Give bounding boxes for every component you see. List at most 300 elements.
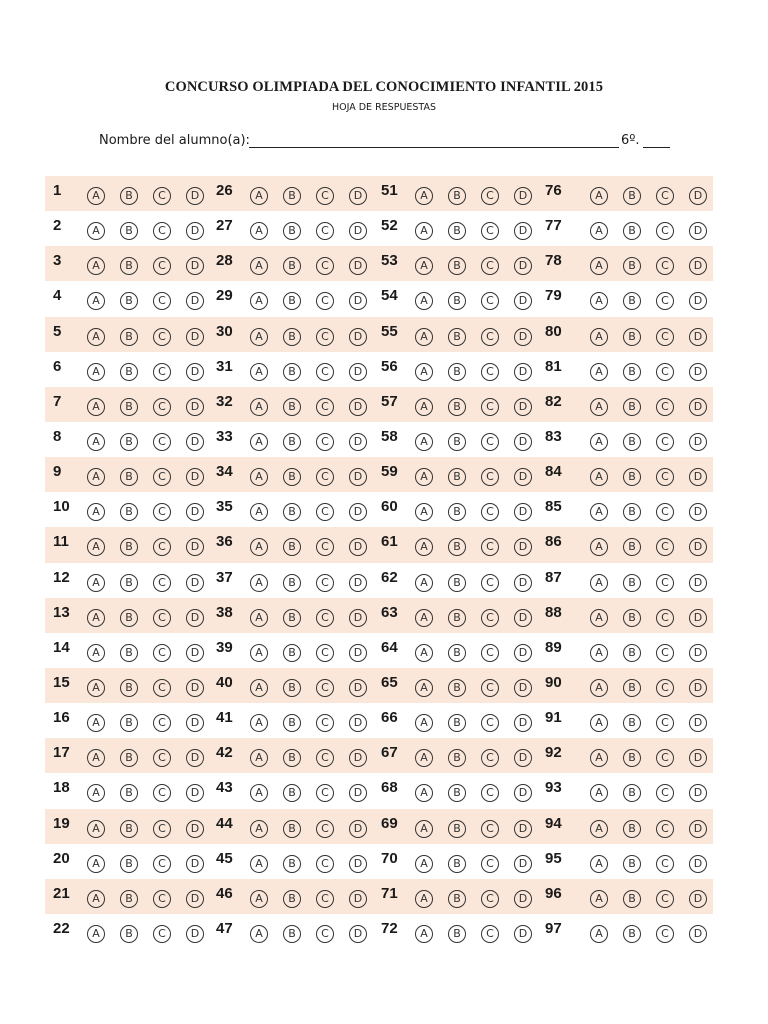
answer-bubble-b[interactable]: B bbox=[448, 257, 466, 275]
answer-bubble-c[interactable]: C bbox=[153, 784, 171, 802]
answer-bubble-a[interactable]: A bbox=[590, 222, 608, 240]
answer-bubble-a[interactable]: A bbox=[590, 328, 608, 346]
answer-bubble-c[interactable]: C bbox=[656, 468, 674, 486]
answer-bubble-d[interactable]: D bbox=[186, 363, 204, 381]
answer-bubble-c[interactable]: C bbox=[656, 890, 674, 908]
answer-bubble-d[interactable]: D bbox=[349, 503, 367, 521]
answer-bubble-d[interactable]: D bbox=[186, 820, 204, 838]
answer-bubble-c[interactable]: C bbox=[316, 820, 334, 838]
answer-bubble-c[interactable]: C bbox=[316, 749, 334, 767]
answer-bubble-b[interactable]: B bbox=[623, 574, 641, 592]
answer-bubble-a[interactable]: A bbox=[250, 714, 268, 732]
answer-bubble-b[interactable]: B bbox=[120, 644, 138, 662]
answer-bubble-d[interactable]: D bbox=[186, 609, 204, 627]
answer-bubble-d[interactable]: D bbox=[689, 855, 707, 873]
answer-bubble-c[interactable]: C bbox=[656, 433, 674, 451]
answer-bubble-c[interactable]: C bbox=[656, 363, 674, 381]
answer-bubble-b[interactable]: B bbox=[283, 679, 301, 697]
answer-bubble-a[interactable]: A bbox=[87, 538, 105, 556]
answer-bubble-d[interactable]: D bbox=[689, 538, 707, 556]
answer-bubble-a[interactable]: A bbox=[250, 820, 268, 838]
answer-bubble-b[interactable]: B bbox=[283, 784, 301, 802]
answer-bubble-b[interactable]: B bbox=[120, 679, 138, 697]
answer-bubble-a[interactable]: A bbox=[415, 468, 433, 486]
answer-bubble-c[interactable]: C bbox=[153, 398, 171, 416]
answer-bubble-b[interactable]: B bbox=[120, 398, 138, 416]
answer-bubble-a[interactable]: A bbox=[250, 644, 268, 662]
answer-bubble-d[interactable]: D bbox=[689, 503, 707, 521]
answer-bubble-d[interactable]: D bbox=[186, 398, 204, 416]
answer-bubble-d[interactable]: D bbox=[689, 363, 707, 381]
answer-bubble-b[interactable]: B bbox=[623, 925, 641, 943]
answer-bubble-a[interactable]: A bbox=[415, 749, 433, 767]
answer-bubble-b[interactable]: B bbox=[120, 749, 138, 767]
answer-bubble-d[interactable]: D bbox=[514, 784, 532, 802]
answer-bubble-c[interactable]: C bbox=[481, 433, 499, 451]
answer-bubble-c[interactable]: C bbox=[481, 855, 499, 873]
answer-bubble-c[interactable]: C bbox=[656, 855, 674, 873]
answer-bubble-a[interactable]: A bbox=[87, 749, 105, 767]
answer-bubble-c[interactable]: C bbox=[481, 644, 499, 662]
answer-bubble-b[interactable]: B bbox=[623, 187, 641, 205]
answer-bubble-a[interactable]: A bbox=[415, 784, 433, 802]
answer-bubble-d[interactable]: D bbox=[349, 257, 367, 275]
answer-bubble-d[interactable]: D bbox=[514, 398, 532, 416]
answer-bubble-d[interactable]: D bbox=[186, 503, 204, 521]
answer-bubble-d[interactable]: D bbox=[689, 292, 707, 310]
answer-bubble-d[interactable]: D bbox=[349, 574, 367, 592]
answer-bubble-b[interactable]: B bbox=[120, 784, 138, 802]
answer-bubble-d[interactable]: D bbox=[514, 749, 532, 767]
answer-bubble-d[interactable]: D bbox=[186, 855, 204, 873]
answer-bubble-d[interactable]: D bbox=[514, 714, 532, 732]
answer-bubble-a[interactable]: A bbox=[415, 257, 433, 275]
answer-bubble-d[interactable]: D bbox=[689, 714, 707, 732]
answer-bubble-c[interactable]: C bbox=[153, 925, 171, 943]
answer-bubble-d[interactable]: D bbox=[689, 433, 707, 451]
answer-bubble-c[interactable]: C bbox=[656, 538, 674, 556]
answer-bubble-c[interactable]: C bbox=[153, 890, 171, 908]
answer-bubble-c[interactable]: C bbox=[153, 363, 171, 381]
answer-bubble-b[interactable]: B bbox=[623, 609, 641, 627]
answer-bubble-c[interactable]: C bbox=[316, 398, 334, 416]
answer-bubble-d[interactable]: D bbox=[186, 784, 204, 802]
answer-bubble-b[interactable]: B bbox=[448, 187, 466, 205]
answer-bubble-c[interactable]: C bbox=[481, 714, 499, 732]
answer-bubble-c[interactable]: C bbox=[316, 328, 334, 346]
answer-bubble-a[interactable]: A bbox=[590, 398, 608, 416]
answer-bubble-d[interactable]: D bbox=[689, 644, 707, 662]
answer-bubble-c[interactable]: C bbox=[316, 292, 334, 310]
answer-bubble-c[interactable]: C bbox=[481, 503, 499, 521]
answer-bubble-a[interactable]: A bbox=[87, 784, 105, 802]
answer-bubble-d[interactable]: D bbox=[689, 784, 707, 802]
answer-bubble-b[interactable]: B bbox=[120, 222, 138, 240]
answer-bubble-b[interactable]: B bbox=[120, 433, 138, 451]
answer-bubble-d[interactable]: D bbox=[689, 398, 707, 416]
answer-bubble-b[interactable]: B bbox=[283, 644, 301, 662]
answer-bubble-b[interactable]: B bbox=[283, 187, 301, 205]
answer-bubble-a[interactable]: A bbox=[87, 644, 105, 662]
answer-bubble-c[interactable]: C bbox=[316, 538, 334, 556]
answer-bubble-c[interactable]: C bbox=[153, 328, 171, 346]
answer-bubble-b[interactable]: B bbox=[623, 644, 641, 662]
answer-bubble-a[interactable]: A bbox=[87, 890, 105, 908]
answer-bubble-d[interactable]: D bbox=[186, 925, 204, 943]
answer-bubble-a[interactable]: A bbox=[590, 574, 608, 592]
answer-bubble-a[interactable]: A bbox=[250, 328, 268, 346]
answer-bubble-a[interactable]: A bbox=[87, 222, 105, 240]
answer-bubble-a[interactable]: A bbox=[415, 328, 433, 346]
answer-bubble-b[interactable]: B bbox=[448, 644, 466, 662]
answer-bubble-c[interactable]: C bbox=[316, 609, 334, 627]
answer-bubble-d[interactable]: D bbox=[186, 292, 204, 310]
answer-bubble-c[interactable]: C bbox=[481, 679, 499, 697]
answer-bubble-b[interactable]: B bbox=[283, 398, 301, 416]
answer-bubble-d[interactable]: D bbox=[349, 925, 367, 943]
answer-bubble-a[interactable]: A bbox=[250, 503, 268, 521]
answer-bubble-d[interactable]: D bbox=[186, 433, 204, 451]
answer-bubble-c[interactable]: C bbox=[656, 222, 674, 240]
answer-bubble-a[interactable]: A bbox=[250, 609, 268, 627]
answer-bubble-d[interactable]: D bbox=[186, 644, 204, 662]
answer-bubble-d[interactable]: D bbox=[349, 187, 367, 205]
answer-bubble-d[interactable]: D bbox=[689, 679, 707, 697]
answer-bubble-c[interactable]: C bbox=[481, 363, 499, 381]
answer-bubble-c[interactable]: C bbox=[656, 820, 674, 838]
answer-bubble-c[interactable]: C bbox=[656, 257, 674, 275]
answer-bubble-d[interactable]: D bbox=[186, 187, 204, 205]
answer-bubble-b[interactable]: B bbox=[283, 714, 301, 732]
answer-bubble-b[interactable]: B bbox=[623, 820, 641, 838]
answer-bubble-a[interactable]: A bbox=[87, 503, 105, 521]
answer-bubble-d[interactable]: D bbox=[689, 574, 707, 592]
answer-bubble-a[interactable]: A bbox=[415, 538, 433, 556]
answer-bubble-a[interactable]: A bbox=[590, 363, 608, 381]
answer-bubble-a[interactable]: A bbox=[590, 714, 608, 732]
answer-bubble-c[interactable]: C bbox=[316, 644, 334, 662]
answer-bubble-b[interactable]: B bbox=[120, 855, 138, 873]
answer-bubble-d[interactable]: D bbox=[349, 714, 367, 732]
answer-bubble-b[interactable]: B bbox=[283, 433, 301, 451]
answer-bubble-b[interactable]: B bbox=[448, 890, 466, 908]
answer-bubble-b[interactable]: B bbox=[120, 363, 138, 381]
answer-bubble-c[interactable]: C bbox=[481, 468, 499, 486]
answer-bubble-c[interactable]: C bbox=[656, 644, 674, 662]
answer-bubble-c[interactable]: C bbox=[656, 187, 674, 205]
answer-bubble-d[interactable]: D bbox=[186, 468, 204, 486]
answer-bubble-b[interactable]: B bbox=[448, 574, 466, 592]
answer-bubble-c[interactable]: C bbox=[316, 890, 334, 908]
answer-bubble-c[interactable]: C bbox=[153, 503, 171, 521]
answer-bubble-d[interactable]: D bbox=[514, 679, 532, 697]
answer-bubble-a[interactable]: A bbox=[590, 292, 608, 310]
answer-bubble-b[interactable]: B bbox=[623, 714, 641, 732]
answer-bubble-d[interactable]: D bbox=[186, 257, 204, 275]
answer-bubble-b[interactable]: B bbox=[283, 292, 301, 310]
answer-bubble-d[interactable]: D bbox=[349, 855, 367, 873]
answer-bubble-c[interactable]: C bbox=[656, 292, 674, 310]
answer-bubble-d[interactable]: D bbox=[186, 222, 204, 240]
answer-bubble-c[interactable]: C bbox=[481, 222, 499, 240]
answer-bubble-d[interactable]: D bbox=[349, 398, 367, 416]
answer-bubble-a[interactable]: A bbox=[250, 292, 268, 310]
answer-bubble-c[interactable]: C bbox=[153, 222, 171, 240]
answer-bubble-b[interactable]: B bbox=[623, 855, 641, 873]
answer-bubble-b[interactable]: B bbox=[283, 328, 301, 346]
answer-bubble-c[interactable]: C bbox=[481, 925, 499, 943]
answer-bubble-d[interactable]: D bbox=[514, 574, 532, 592]
answer-bubble-c[interactable]: C bbox=[316, 257, 334, 275]
answer-bubble-a[interactable]: A bbox=[415, 679, 433, 697]
answer-bubble-a[interactable]: A bbox=[590, 784, 608, 802]
answer-bubble-c[interactable]: C bbox=[316, 925, 334, 943]
answer-bubble-d[interactable]: D bbox=[514, 820, 532, 838]
answer-bubble-b[interactable]: B bbox=[623, 328, 641, 346]
answer-bubble-b[interactable]: B bbox=[120, 890, 138, 908]
answer-bubble-c[interactable]: C bbox=[656, 925, 674, 943]
answer-bubble-a[interactable]: A bbox=[87, 574, 105, 592]
answer-bubble-b[interactable]: B bbox=[448, 503, 466, 521]
answer-bubble-c[interactable]: C bbox=[656, 398, 674, 416]
answer-bubble-d[interactable]: D bbox=[186, 574, 204, 592]
answer-bubble-d[interactable]: D bbox=[186, 328, 204, 346]
answer-bubble-a[interactable]: A bbox=[590, 609, 608, 627]
answer-bubble-d[interactable]: D bbox=[349, 644, 367, 662]
answer-bubble-a[interactable]: A bbox=[250, 574, 268, 592]
answer-bubble-b[interactable]: B bbox=[120, 714, 138, 732]
answer-bubble-a[interactable]: A bbox=[590, 433, 608, 451]
answer-bubble-a[interactable]: A bbox=[250, 468, 268, 486]
answer-bubble-a[interactable]: A bbox=[415, 433, 433, 451]
answer-bubble-b[interactable]: B bbox=[623, 890, 641, 908]
answer-bubble-b[interactable]: B bbox=[448, 820, 466, 838]
answer-bubble-a[interactable]: A bbox=[87, 714, 105, 732]
answer-bubble-a[interactable]: A bbox=[250, 538, 268, 556]
answer-bubble-d[interactable]: D bbox=[689, 328, 707, 346]
answer-bubble-a[interactable]: A bbox=[87, 328, 105, 346]
answer-bubble-c[interactable]: C bbox=[656, 328, 674, 346]
answer-bubble-b[interactable]: B bbox=[623, 363, 641, 381]
answer-bubble-b[interactable]: B bbox=[283, 363, 301, 381]
answer-bubble-a[interactable]: A bbox=[590, 468, 608, 486]
answer-bubble-a[interactable]: A bbox=[590, 538, 608, 556]
answer-bubble-c[interactable]: C bbox=[153, 468, 171, 486]
answer-bubble-d[interactable]: D bbox=[349, 292, 367, 310]
answer-bubble-d[interactable]: D bbox=[689, 820, 707, 838]
answer-bubble-c[interactable]: C bbox=[153, 574, 171, 592]
answer-bubble-a[interactable]: A bbox=[415, 222, 433, 240]
answer-bubble-a[interactable]: A bbox=[415, 503, 433, 521]
answer-bubble-c[interactable]: C bbox=[656, 714, 674, 732]
answer-bubble-b[interactable]: B bbox=[283, 222, 301, 240]
answer-bubble-b[interactable]: B bbox=[448, 433, 466, 451]
answer-bubble-b[interactable]: B bbox=[448, 855, 466, 873]
answer-bubble-b[interactable]: B bbox=[283, 538, 301, 556]
answer-bubble-c[interactable]: C bbox=[481, 749, 499, 767]
answer-bubble-d[interactable]: D bbox=[514, 609, 532, 627]
grade-group-field[interactable] bbox=[643, 147, 670, 148]
student-name-field[interactable] bbox=[249, 147, 619, 148]
answer-bubble-a[interactable]: A bbox=[250, 222, 268, 240]
answer-bubble-c[interactable]: C bbox=[153, 820, 171, 838]
answer-bubble-a[interactable]: A bbox=[250, 257, 268, 275]
answer-bubble-b[interactable]: B bbox=[623, 433, 641, 451]
answer-bubble-b[interactable]: B bbox=[623, 749, 641, 767]
answer-bubble-d[interactable]: D bbox=[349, 328, 367, 346]
answer-bubble-c[interactable]: C bbox=[481, 257, 499, 275]
answer-bubble-d[interactable]: D bbox=[689, 749, 707, 767]
answer-bubble-a[interactable]: A bbox=[87, 679, 105, 697]
answer-bubble-a[interactable]: A bbox=[250, 679, 268, 697]
answer-bubble-a[interactable]: A bbox=[87, 820, 105, 838]
answer-bubble-c[interactable]: C bbox=[656, 609, 674, 627]
answer-bubble-b[interactable]: B bbox=[623, 222, 641, 240]
answer-bubble-b[interactable]: B bbox=[623, 503, 641, 521]
answer-bubble-a[interactable]: A bbox=[590, 925, 608, 943]
answer-bubble-d[interactable]: D bbox=[689, 890, 707, 908]
answer-bubble-c[interactable]: C bbox=[153, 855, 171, 873]
answer-bubble-a[interactable]: A bbox=[590, 820, 608, 838]
answer-bubble-d[interactable]: D bbox=[514, 222, 532, 240]
answer-bubble-b[interactable]: B bbox=[283, 820, 301, 838]
answer-bubble-d[interactable]: D bbox=[186, 890, 204, 908]
answer-bubble-d[interactable]: D bbox=[349, 679, 367, 697]
answer-bubble-b[interactable]: B bbox=[283, 925, 301, 943]
answer-bubble-d[interactable]: D bbox=[349, 433, 367, 451]
answer-bubble-b[interactable]: B bbox=[283, 890, 301, 908]
answer-bubble-c[interactable]: C bbox=[316, 363, 334, 381]
answer-bubble-a[interactable]: A bbox=[415, 398, 433, 416]
answer-bubble-c[interactable]: C bbox=[153, 292, 171, 310]
answer-bubble-b[interactable]: B bbox=[283, 609, 301, 627]
answer-bubble-a[interactable]: A bbox=[590, 890, 608, 908]
answer-bubble-d[interactable]: D bbox=[349, 609, 367, 627]
answer-bubble-b[interactable]: B bbox=[623, 679, 641, 697]
answer-bubble-d[interactable]: D bbox=[514, 644, 532, 662]
answer-bubble-a[interactable]: A bbox=[87, 257, 105, 275]
answer-bubble-d[interactable]: D bbox=[514, 468, 532, 486]
answer-bubble-c[interactable]: C bbox=[316, 679, 334, 697]
answer-bubble-b[interactable]: B bbox=[283, 468, 301, 486]
answer-bubble-d[interactable]: D bbox=[514, 363, 532, 381]
answer-bubble-c[interactable]: C bbox=[153, 644, 171, 662]
answer-bubble-a[interactable]: A bbox=[87, 398, 105, 416]
answer-bubble-a[interactable]: A bbox=[590, 257, 608, 275]
answer-bubble-b[interactable]: B bbox=[448, 468, 466, 486]
answer-bubble-d[interactable]: D bbox=[349, 749, 367, 767]
answer-bubble-b[interactable]: B bbox=[448, 222, 466, 240]
answer-bubble-a[interactable]: A bbox=[250, 187, 268, 205]
answer-bubble-d[interactable]: D bbox=[689, 925, 707, 943]
answer-bubble-a[interactable]: A bbox=[87, 855, 105, 873]
answer-bubble-d[interactable]: D bbox=[514, 538, 532, 556]
answer-bubble-c[interactable]: C bbox=[153, 609, 171, 627]
answer-bubble-d[interactable]: D bbox=[514, 503, 532, 521]
answer-bubble-c[interactable]: C bbox=[656, 574, 674, 592]
answer-bubble-c[interactable]: C bbox=[153, 187, 171, 205]
answer-bubble-d[interactable]: D bbox=[689, 468, 707, 486]
answer-bubble-b[interactable]: B bbox=[283, 749, 301, 767]
answer-bubble-a[interactable]: A bbox=[415, 292, 433, 310]
answer-bubble-d[interactable]: D bbox=[514, 855, 532, 873]
answer-bubble-a[interactable]: A bbox=[250, 784, 268, 802]
answer-bubble-c[interactable]: C bbox=[153, 749, 171, 767]
answer-bubble-d[interactable]: D bbox=[186, 679, 204, 697]
answer-bubble-a[interactable]: A bbox=[415, 890, 433, 908]
answer-bubble-a[interactable]: A bbox=[415, 187, 433, 205]
answer-bubble-c[interactable]: C bbox=[316, 784, 334, 802]
answer-bubble-c[interactable]: C bbox=[316, 187, 334, 205]
answer-bubble-a[interactable]: A bbox=[590, 855, 608, 873]
answer-bubble-a[interactable]: A bbox=[250, 890, 268, 908]
answer-bubble-d[interactable]: D bbox=[689, 187, 707, 205]
answer-bubble-d[interactable]: D bbox=[514, 328, 532, 346]
answer-bubble-d[interactable]: D bbox=[349, 784, 367, 802]
answer-bubble-d[interactable]: D bbox=[514, 257, 532, 275]
answer-bubble-b[interactable]: B bbox=[283, 503, 301, 521]
answer-bubble-b[interactable]: B bbox=[623, 257, 641, 275]
answer-bubble-b[interactable]: B bbox=[120, 820, 138, 838]
answer-bubble-b[interactable]: B bbox=[623, 538, 641, 556]
answer-bubble-a[interactable]: A bbox=[415, 855, 433, 873]
answer-bubble-a[interactable]: A bbox=[415, 363, 433, 381]
answer-bubble-d[interactable]: D bbox=[349, 538, 367, 556]
answer-bubble-c[interactable]: C bbox=[153, 257, 171, 275]
answer-bubble-a[interactable]: A bbox=[590, 679, 608, 697]
answer-bubble-a[interactable]: A bbox=[87, 292, 105, 310]
answer-bubble-a[interactable]: A bbox=[590, 749, 608, 767]
answer-bubble-a[interactable]: A bbox=[250, 925, 268, 943]
answer-bubble-b[interactable]: B bbox=[623, 398, 641, 416]
answer-bubble-c[interactable]: C bbox=[153, 538, 171, 556]
answer-bubble-b[interactable]: B bbox=[283, 574, 301, 592]
answer-bubble-c[interactable]: C bbox=[481, 609, 499, 627]
answer-bubble-c[interactable]: C bbox=[481, 292, 499, 310]
answer-bubble-b[interactable]: B bbox=[120, 187, 138, 205]
answer-bubble-b[interactable]: B bbox=[120, 257, 138, 275]
answer-bubble-d[interactable]: D bbox=[349, 468, 367, 486]
answer-bubble-c[interactable]: C bbox=[481, 187, 499, 205]
answer-bubble-a[interactable]: A bbox=[590, 187, 608, 205]
answer-bubble-b[interactable]: B bbox=[623, 468, 641, 486]
answer-bubble-b[interactable]: B bbox=[448, 749, 466, 767]
answer-bubble-b[interactable]: B bbox=[120, 292, 138, 310]
answer-bubble-d[interactable]: D bbox=[349, 222, 367, 240]
answer-bubble-b[interactable]: B bbox=[120, 468, 138, 486]
answer-bubble-b[interactable]: B bbox=[448, 363, 466, 381]
answer-bubble-a[interactable]: A bbox=[250, 433, 268, 451]
answer-bubble-a[interactable]: A bbox=[87, 363, 105, 381]
answer-bubble-d[interactable]: D bbox=[186, 714, 204, 732]
answer-bubble-a[interactable]: A bbox=[415, 574, 433, 592]
answer-bubble-d[interactable]: D bbox=[514, 187, 532, 205]
answer-bubble-d[interactable]: D bbox=[186, 749, 204, 767]
answer-bubble-c[interactable]: C bbox=[316, 468, 334, 486]
answer-bubble-c[interactable]: C bbox=[481, 890, 499, 908]
answer-bubble-a[interactable]: A bbox=[250, 855, 268, 873]
answer-bubble-a[interactable]: A bbox=[87, 187, 105, 205]
answer-bubble-d[interactable]: D bbox=[689, 257, 707, 275]
answer-bubble-c[interactable]: C bbox=[481, 398, 499, 416]
answer-bubble-a[interactable]: A bbox=[87, 925, 105, 943]
answer-bubble-c[interactable]: C bbox=[153, 714, 171, 732]
answer-bubble-b[interactable]: B bbox=[120, 503, 138, 521]
answer-bubble-a[interactable]: A bbox=[590, 503, 608, 521]
answer-bubble-b[interactable]: B bbox=[120, 925, 138, 943]
answer-bubble-b[interactable]: B bbox=[448, 538, 466, 556]
answer-bubble-c[interactable]: C bbox=[656, 503, 674, 521]
